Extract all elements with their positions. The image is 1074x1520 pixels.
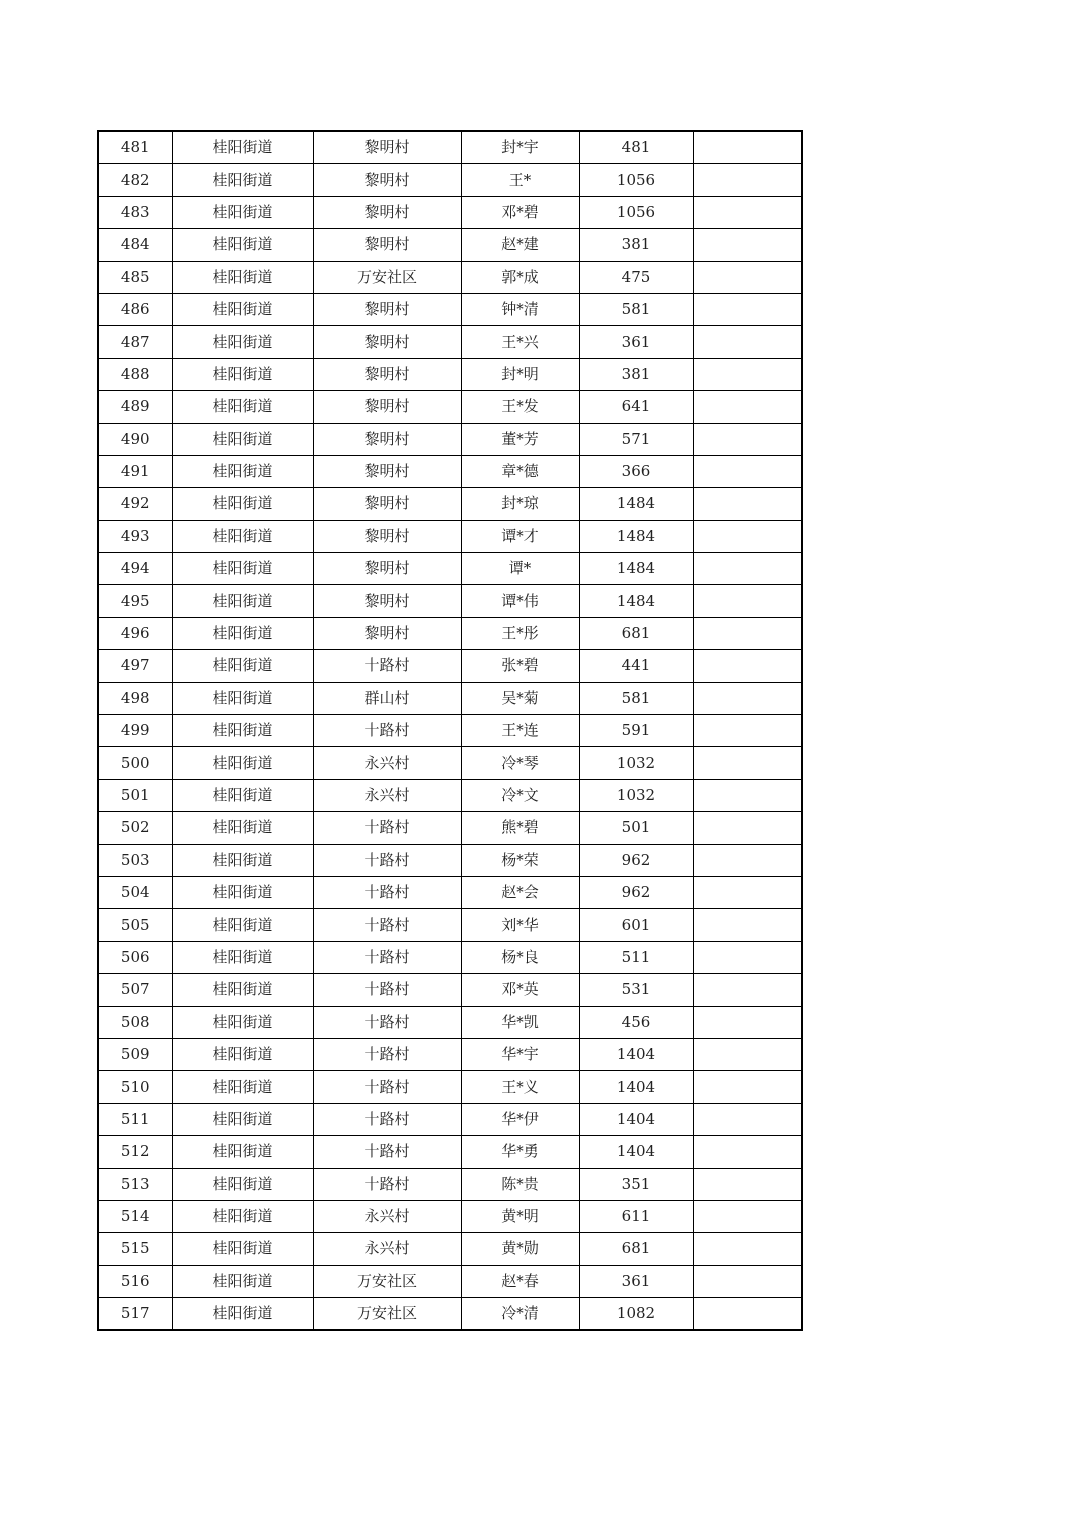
table-row [98,326,802,358]
table-row [98,358,802,390]
note-cell [693,1071,802,1103]
table-row [98,229,802,261]
name-cell: 郭*成 [461,261,579,293]
row-number-cell: 481 [98,131,172,164]
note-cell [693,974,802,1006]
amount-cell: 351 [579,1168,693,1200]
name-cell: 谭*才 [461,520,579,552]
row-number-cell: 498 [98,682,172,714]
village-cell: 十路村 [313,844,461,876]
note-cell [693,391,802,423]
table-row [98,909,802,941]
name-cell: 冷*琴 [461,747,579,779]
amount-cell: 1404 [579,1071,693,1103]
amount-cell: 1032 [579,779,693,811]
village-cell: 黎明村 [313,455,461,487]
street-cell: 桂阳街道 [172,1233,313,1265]
note-cell [693,876,802,908]
village-cell: 十路村 [313,715,461,747]
table-row [98,974,802,1006]
street-cell: 桂阳街道 [172,1136,313,1168]
row-number-cell: 489 [98,391,172,423]
village-cell: 十路村 [313,941,461,973]
name-cell: 黄*明 [461,1200,579,1232]
name-cell: 冷*文 [461,779,579,811]
note-cell [693,1265,802,1297]
amount-cell: 611 [579,1200,693,1232]
street-cell: 桂阳街道 [172,650,313,682]
street-cell: 桂阳街道 [172,585,313,617]
row-number-cell: 501 [98,779,172,811]
street-cell: 桂阳街道 [172,876,313,908]
table-row [98,293,802,325]
name-cell: 冷*清 [461,1298,579,1331]
name-cell: 黄*勋 [461,1233,579,1265]
village-cell: 黎明村 [313,164,461,196]
note-cell [693,261,802,293]
street-cell: 桂阳街道 [172,553,313,585]
table-row [98,1168,802,1200]
name-cell: 华*凯 [461,1006,579,1038]
street-cell: 桂阳街道 [172,747,313,779]
row-number-cell: 496 [98,617,172,649]
village-cell: 黎明村 [313,196,461,228]
amount-cell: 591 [579,715,693,747]
row-number-cell: 502 [98,812,172,844]
street-cell: 桂阳街道 [172,1103,313,1135]
village-cell: 十路村 [313,1071,461,1103]
village-cell: 黎明村 [313,423,461,455]
street-cell: 桂阳街道 [172,715,313,747]
village-cell: 黎明村 [313,326,461,358]
table-row [98,164,802,196]
street-cell: 桂阳街道 [172,812,313,844]
name-cell: 华*宇 [461,1038,579,1070]
table-row [98,1298,802,1331]
name-cell: 王*彤 [461,617,579,649]
name-cell: 陈*贵 [461,1168,579,1200]
amount-cell: 456 [579,1006,693,1038]
table-row [98,391,802,423]
name-cell: 董*芳 [461,423,579,455]
note-cell [693,131,802,164]
row-number-cell: 499 [98,715,172,747]
row-number-cell: 487 [98,326,172,358]
village-cell: 黎明村 [313,488,461,520]
village-cell: 十路村 [313,876,461,908]
name-cell: 华*伊 [461,1103,579,1135]
note-cell [693,326,802,358]
note-cell [693,1136,802,1168]
street-cell: 桂阳街道 [172,520,313,552]
village-cell: 万安社区 [313,1265,461,1297]
amount-cell: 481 [579,131,693,164]
street-cell: 桂阳街道 [172,261,313,293]
row-number-cell: 517 [98,1298,172,1331]
row-number-cell: 504 [98,876,172,908]
table-row [98,455,802,487]
street-cell: 桂阳街道 [172,1168,313,1200]
row-number-cell: 494 [98,553,172,585]
name-cell: 封*明 [461,358,579,390]
village-cell: 十路村 [313,812,461,844]
name-cell: 华*勇 [461,1136,579,1168]
amount-cell: 1484 [579,520,693,552]
row-number-cell: 485 [98,261,172,293]
name-cell: 邓*碧 [461,196,579,228]
name-cell: 熊*碧 [461,812,579,844]
amount-cell: 381 [579,229,693,261]
row-number-cell: 490 [98,423,172,455]
amount-cell: 1404 [579,1103,693,1135]
row-number-cell: 484 [98,229,172,261]
table-row [98,779,802,811]
table-row [98,1265,802,1297]
amount-cell: 581 [579,293,693,325]
street-cell: 桂阳街道 [172,909,313,941]
village-cell: 十路村 [313,909,461,941]
name-cell: 杨*良 [461,941,579,973]
row-number-cell: 493 [98,520,172,552]
street-cell: 桂阳街道 [172,488,313,520]
note-cell [693,585,802,617]
table-row [98,1233,802,1265]
note-cell [693,617,802,649]
table-row [98,1103,802,1135]
amount-cell: 1484 [579,553,693,585]
row-number-cell: 488 [98,358,172,390]
amount-cell: 1404 [579,1038,693,1070]
amount-cell: 1032 [579,747,693,779]
name-cell: 王*连 [461,715,579,747]
amount-cell: 1484 [579,488,693,520]
amount-cell: 601 [579,909,693,941]
row-number-cell: 503 [98,844,172,876]
name-cell: 封*宇 [461,131,579,164]
amount-cell: 361 [579,1265,693,1297]
row-number-cell: 510 [98,1071,172,1103]
note-cell [693,1006,802,1038]
street-cell: 桂阳街道 [172,682,313,714]
row-number-cell: 508 [98,1006,172,1038]
table-row [98,1038,802,1070]
village-cell: 十路村 [313,1006,461,1038]
name-cell: 封*琼 [461,488,579,520]
note-cell [693,455,802,487]
table-row [98,812,802,844]
street-cell: 桂阳街道 [172,974,313,1006]
amount-cell: 962 [579,876,693,908]
row-number-cell: 492 [98,488,172,520]
table-row [98,1071,802,1103]
name-cell: 王*兴 [461,326,579,358]
village-cell: 黎明村 [313,520,461,552]
name-cell: 谭*伟 [461,585,579,617]
table-row [98,844,802,876]
street-cell: 桂阳街道 [172,844,313,876]
note-cell [693,423,802,455]
name-cell: 谭* [461,553,579,585]
note-cell [693,1200,802,1232]
amount-cell: 1404 [579,1136,693,1168]
amount-cell: 531 [579,974,693,1006]
row-number-cell: 486 [98,293,172,325]
row-number-cell: 506 [98,941,172,973]
name-cell: 章*德 [461,455,579,487]
name-cell: 张*碧 [461,650,579,682]
note-cell [693,909,802,941]
street-cell: 桂阳街道 [172,1038,313,1070]
village-cell: 群山村 [313,682,461,714]
row-number-cell: 512 [98,1136,172,1168]
name-cell: 邓*英 [461,974,579,1006]
amount-cell: 1056 [579,164,693,196]
table-row [98,1200,802,1232]
name-cell: 赵*建 [461,229,579,261]
amount-cell: 681 [579,1233,693,1265]
note-cell [693,553,802,585]
row-number-cell: 505 [98,909,172,941]
village-cell: 十路村 [313,1168,461,1200]
table-row [98,941,802,973]
name-cell: 杨*荣 [461,844,579,876]
street-cell: 桂阳街道 [172,1298,313,1331]
row-number-cell: 513 [98,1168,172,1200]
row-number-cell: 516 [98,1265,172,1297]
note-cell [693,164,802,196]
table-row [98,1006,802,1038]
table-row [98,585,802,617]
table-row [98,488,802,520]
name-cell: 王*义 [461,1071,579,1103]
street-cell: 桂阳街道 [172,229,313,261]
table-row [98,715,802,747]
village-cell: 黎明村 [313,229,461,261]
village-cell: 永兴村 [313,747,461,779]
amount-cell: 1484 [579,585,693,617]
table-row [98,553,802,585]
amount-cell: 1056 [579,196,693,228]
note-cell [693,520,802,552]
note-cell [693,844,802,876]
street-cell: 桂阳街道 [172,293,313,325]
name-cell: 刘*华 [461,909,579,941]
table-row [98,423,802,455]
amount-cell: 571 [579,423,693,455]
amount-cell: 641 [579,391,693,423]
row-number-cell: 482 [98,164,172,196]
note-cell [693,715,802,747]
amount-cell: 381 [579,358,693,390]
note-cell [693,1038,802,1070]
row-number-cell: 514 [98,1200,172,1232]
note-cell [693,358,802,390]
village-cell: 万安社区 [313,1298,461,1331]
row-number-cell: 497 [98,650,172,682]
table-body [98,131,802,1330]
village-cell: 黎明村 [313,358,461,390]
village-cell: 永兴村 [313,1200,461,1232]
street-cell: 桂阳街道 [172,423,313,455]
note-cell [693,1168,802,1200]
street-cell: 桂阳街道 [172,391,313,423]
street-cell: 桂阳街道 [172,1200,313,1232]
note-cell [693,941,802,973]
row-number-cell: 509 [98,1038,172,1070]
amount-cell: 681 [579,617,693,649]
table-row [98,1136,802,1168]
village-cell: 十路村 [313,1038,461,1070]
street-cell: 桂阳街道 [172,1006,313,1038]
note-cell [693,747,802,779]
table-row [98,650,802,682]
village-cell: 黎明村 [313,131,461,164]
village-cell: 十路村 [313,650,461,682]
street-cell: 桂阳街道 [172,1265,313,1297]
note-cell [693,1103,802,1135]
street-cell: 桂阳街道 [172,617,313,649]
note-cell [693,650,802,682]
amount-cell: 475 [579,261,693,293]
row-number-cell: 495 [98,585,172,617]
village-cell: 万安社区 [313,261,461,293]
amount-cell: 361 [579,326,693,358]
row-number-cell: 511 [98,1103,172,1135]
amount-cell: 441 [579,650,693,682]
table-row [98,747,802,779]
village-cell: 黎明村 [313,553,461,585]
note-cell [693,488,802,520]
village-cell: 永兴村 [313,1233,461,1265]
row-number-cell: 507 [98,974,172,1006]
street-cell: 桂阳街道 [172,131,313,164]
street-cell: 桂阳街道 [172,1071,313,1103]
note-cell [693,1233,802,1265]
name-cell: 吴*菊 [461,682,579,714]
name-cell: 钟*清 [461,293,579,325]
amount-cell: 366 [579,455,693,487]
street-cell: 桂阳街道 [172,941,313,973]
row-number-cell: 491 [98,455,172,487]
village-cell: 黎明村 [313,617,461,649]
note-cell [693,682,802,714]
village-cell: 黎明村 [313,585,461,617]
name-cell: 赵*会 [461,876,579,908]
amount-cell: 962 [579,844,693,876]
note-cell [693,229,802,261]
street-cell: 桂阳街道 [172,164,313,196]
name-cell: 王* [461,164,579,196]
table-row [98,682,802,714]
note-cell [693,1298,802,1331]
table-row [98,617,802,649]
table-row [98,196,802,228]
amount-cell: 511 [579,941,693,973]
note-cell [693,293,802,325]
village-cell: 十路村 [313,1136,461,1168]
name-cell: 王*发 [461,391,579,423]
name-cell: 赵*春 [461,1265,579,1297]
village-cell: 十路村 [313,1103,461,1135]
table-row [98,261,802,293]
note-cell [693,812,802,844]
street-cell: 桂阳街道 [172,455,313,487]
village-cell: 黎明村 [313,293,461,325]
street-cell: 桂阳街道 [172,358,313,390]
row-number-cell: 483 [98,196,172,228]
amount-cell: 1082 [579,1298,693,1331]
street-cell: 桂阳街道 [172,779,313,811]
village-cell: 黎明村 [313,391,461,423]
street-cell: 桂阳街道 [172,196,313,228]
amount-cell: 501 [579,812,693,844]
table-row [98,131,802,164]
note-cell [693,196,802,228]
row-number-cell: 500 [98,747,172,779]
note-cell [693,779,802,811]
row-number-cell: 515 [98,1233,172,1265]
data-table [97,130,803,1331]
table-row [98,876,802,908]
amount-cell: 581 [579,682,693,714]
village-cell: 十路村 [313,974,461,1006]
village-cell: 永兴村 [313,779,461,811]
table-row [98,520,802,552]
street-cell: 桂阳街道 [172,326,313,358]
